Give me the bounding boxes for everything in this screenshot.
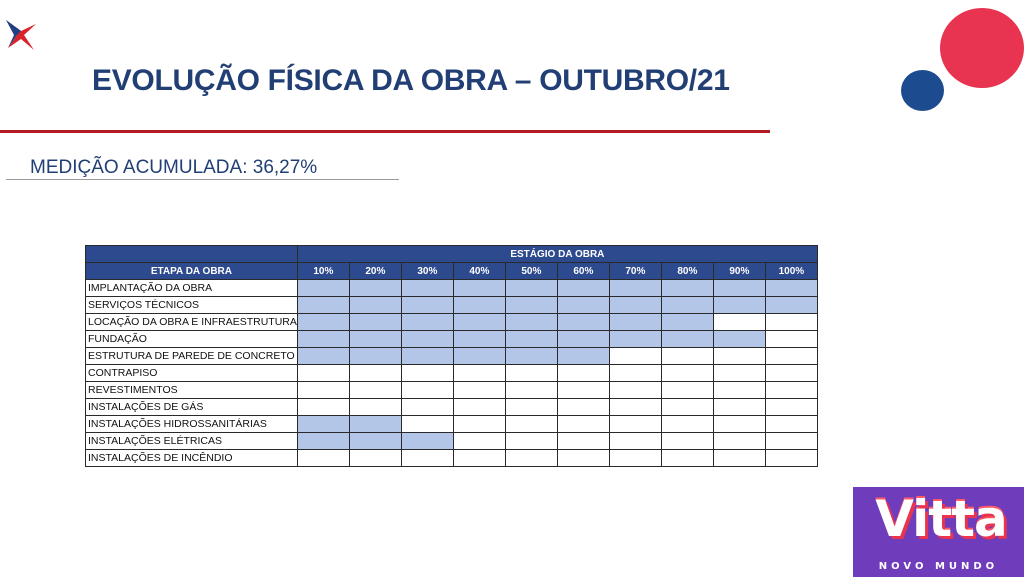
table-row	[86, 314, 818, 331]
progress-cell-empty	[453, 433, 505, 450]
progress-cell-empty	[661, 348, 713, 365]
progress-cell-empty	[401, 382, 453, 399]
progress-cell-empty	[453, 416, 505, 433]
progress-cell-filled	[661, 297, 713, 314]
x-star-logo-icon	[4, 18, 38, 52]
progress-column-header: 20%	[349, 263, 401, 280]
progress-cell-empty	[765, 382, 817, 399]
progress-column-header: 100%	[765, 263, 817, 280]
progress-cell-filled	[349, 348, 401, 365]
progress-cell-empty	[453, 365, 505, 382]
stage-label: INSTALAÇÕES DE GÁS	[86, 399, 298, 416]
progress-cell-filled	[297, 416, 349, 433]
table-row	[86, 297, 818, 314]
title-divider	[0, 130, 770, 133]
progress-column-header: 80%	[661, 263, 713, 280]
progress-cell-filled	[557, 297, 609, 314]
progress-cell-filled	[609, 280, 661, 297]
progress-column-header: 40%	[453, 263, 505, 280]
progress-column-header: 30%	[401, 263, 453, 280]
table-row	[86, 280, 818, 297]
progress-cell-filled	[505, 314, 557, 331]
progress-cell-empty	[609, 348, 661, 365]
progress-cell-empty	[349, 365, 401, 382]
progress-cell-empty	[765, 399, 817, 416]
progress-cell-empty	[609, 450, 661, 467]
progress-cell-empty	[297, 382, 349, 399]
subtitle-divider	[6, 179, 399, 180]
stage-label: LOCAÇÃO DA OBRA E INFRAESTRUTURA	[86, 314, 298, 331]
progress-cell-empty	[401, 365, 453, 382]
progress-cell-empty	[713, 450, 765, 467]
progress-cell-empty	[505, 433, 557, 450]
progress-cell-filled	[297, 297, 349, 314]
table-row	[86, 365, 818, 382]
table-body	[86, 280, 818, 467]
decorative-blue-circle	[901, 70, 944, 111]
progress-cell-filled	[557, 331, 609, 348]
accumulated-measurement: MEDIÇÃO ACUMULADA: 36,27%	[30, 157, 318, 178]
progress-cell-empty	[557, 399, 609, 416]
stage-group-header	[86, 246, 298, 263]
progress-cell-filled	[349, 433, 401, 450]
progress-cell-filled	[349, 280, 401, 297]
progress-cell-empty	[297, 365, 349, 382]
stage-label: CONTRAPISO	[86, 365, 298, 382]
table-row	[86, 382, 818, 399]
progress-cell-empty	[661, 416, 713, 433]
progress-cell-empty	[609, 382, 661, 399]
progress-cell-empty	[401, 450, 453, 467]
page-title: EVOLUÇÃO FÍSICA DA OBRA – OUTUBRO/21	[92, 64, 730, 97]
progress-cell-empty	[713, 399, 765, 416]
table-row	[86, 331, 818, 348]
table-row	[86, 348, 818, 365]
progress-cell-empty	[765, 348, 817, 365]
progress-cell-filled	[453, 297, 505, 314]
progress-cell-filled	[557, 280, 609, 297]
progress-cell-empty	[453, 382, 505, 399]
progress-cell-empty	[661, 399, 713, 416]
progress-cell-empty	[609, 416, 661, 433]
progress-cell-filled	[349, 314, 401, 331]
progress-cell-filled	[401, 314, 453, 331]
progress-cell-empty	[661, 365, 713, 382]
progress-cell-empty	[713, 382, 765, 399]
progress-cell-empty	[453, 450, 505, 467]
progress-cell-filled	[609, 331, 661, 348]
progress-cell-empty	[505, 365, 557, 382]
progress-cell-filled	[505, 280, 557, 297]
progress-cell-empty	[557, 382, 609, 399]
progress-cell-empty	[609, 365, 661, 382]
progress-cell-filled	[609, 314, 661, 331]
progress-cell-filled	[765, 297, 817, 314]
progress-cell-empty	[453, 399, 505, 416]
progress-cell-empty	[661, 382, 713, 399]
progress-cell-filled	[349, 416, 401, 433]
progress-cell-empty	[349, 382, 401, 399]
progress-cell-filled	[453, 331, 505, 348]
stage-column-header: ETAPA DA OBRA	[86, 263, 298, 280]
progress-cell-filled	[401, 348, 453, 365]
progress-cell-filled	[401, 280, 453, 297]
progress-cell-filled	[661, 314, 713, 331]
progress-cell-filled	[297, 314, 349, 331]
decorative-red-circle	[940, 8, 1024, 88]
progress-cell-empty	[713, 365, 765, 382]
progress-cell-empty	[505, 416, 557, 433]
progress-cell-empty	[765, 433, 817, 450]
progress-column-header: 60%	[557, 263, 609, 280]
progress-cell-filled	[453, 314, 505, 331]
progress-cell-empty	[713, 433, 765, 450]
progress-cell-empty	[765, 314, 817, 331]
progress-cell-empty	[661, 450, 713, 467]
progress-cell-filled	[297, 433, 349, 450]
progress-cell-empty	[609, 433, 661, 450]
vitta-brand-name: Vitta	[875, 490, 1007, 548]
progress-cell-empty	[505, 382, 557, 399]
progress-cell-filled	[297, 280, 349, 297]
stage-label: IMPLANTAÇÃO DA OBRA	[86, 280, 298, 297]
progress-column-header: 70%	[609, 263, 661, 280]
stage-label: INSTALAÇÕES ELÉTRICAS	[86, 433, 298, 450]
progress-cell-filled	[401, 297, 453, 314]
progress-cell-filled	[765, 280, 817, 297]
progress-cell-empty	[557, 365, 609, 382]
progress-cell-empty	[297, 450, 349, 467]
table-row	[86, 416, 818, 433]
progress-cell-empty	[557, 450, 609, 467]
progress-cell-empty	[661, 433, 713, 450]
progress-cell-filled	[661, 331, 713, 348]
progress-cell-empty	[401, 416, 453, 433]
progress-cell-empty	[401, 399, 453, 416]
stage-label: SERVIÇOS TÉCNICOS	[86, 297, 298, 314]
progress-cell-filled	[661, 280, 713, 297]
vitta-logo	[853, 487, 1024, 577]
progress-cell-filled	[609, 297, 661, 314]
progress-column-header: 50%	[505, 263, 557, 280]
stage-label: INSTALAÇÕES HIDROSSANITÁRIAS	[86, 416, 298, 433]
progress-cell-empty	[557, 433, 609, 450]
progress-cell-empty	[713, 348, 765, 365]
progress-cell-filled	[713, 280, 765, 297]
progress-cell-filled	[557, 348, 609, 365]
progress-cell-empty	[765, 450, 817, 467]
progress-cell-empty	[713, 416, 765, 433]
progress-cell-filled	[401, 331, 453, 348]
progress-cell-filled	[505, 297, 557, 314]
vitta-tagline: NOVO MUNDO	[878, 561, 999, 572]
progress-cell-filled	[713, 297, 765, 314]
progress-cell-empty	[765, 331, 817, 348]
progress-cell-empty	[765, 365, 817, 382]
progress-cell-filled	[401, 433, 453, 450]
progress-column-header: 90%	[713, 263, 765, 280]
progress-cell-filled	[297, 331, 349, 348]
progress-cell-empty	[297, 399, 349, 416]
progress-cell-filled	[505, 348, 557, 365]
stage-label: REVESTIMENTOS	[86, 382, 298, 399]
progress-cell-empty	[349, 399, 401, 416]
progress-cell-empty	[713, 314, 765, 331]
progress-cell-filled	[453, 348, 505, 365]
progress-cell-empty	[349, 450, 401, 467]
construction-stage-table	[85, 245, 818, 467]
table-column-header-row	[86, 263, 818, 280]
progress-cell-filled	[349, 331, 401, 348]
progress-cell-empty	[609, 399, 661, 416]
stage-label: INSTALAÇÕES DE INCÊNDIO	[86, 450, 298, 467]
progress-column-header: 10%	[297, 263, 349, 280]
progress-cell-filled	[713, 331, 765, 348]
progress-cell-filled	[453, 280, 505, 297]
progress-cell-filled	[505, 331, 557, 348]
progress-cell-filled	[349, 297, 401, 314]
table-group-header-row	[86, 246, 818, 263]
progress-cell-filled	[557, 314, 609, 331]
stage-label: FUNDAÇÃO	[86, 331, 298, 348]
progress-cell-empty	[557, 416, 609, 433]
table-row	[86, 433, 818, 450]
stage-label: ESTRUTURA DE PAREDE DE CONCRETO	[86, 348, 298, 365]
table-row	[86, 399, 818, 416]
progress-cell-empty	[765, 416, 817, 433]
stage-progress-header: ESTÁGIO DA OBRA	[297, 246, 817, 263]
table-row	[86, 450, 818, 467]
progress-cell-filled	[297, 348, 349, 365]
progress-cell-empty	[505, 399, 557, 416]
progress-cell-empty	[505, 450, 557, 467]
